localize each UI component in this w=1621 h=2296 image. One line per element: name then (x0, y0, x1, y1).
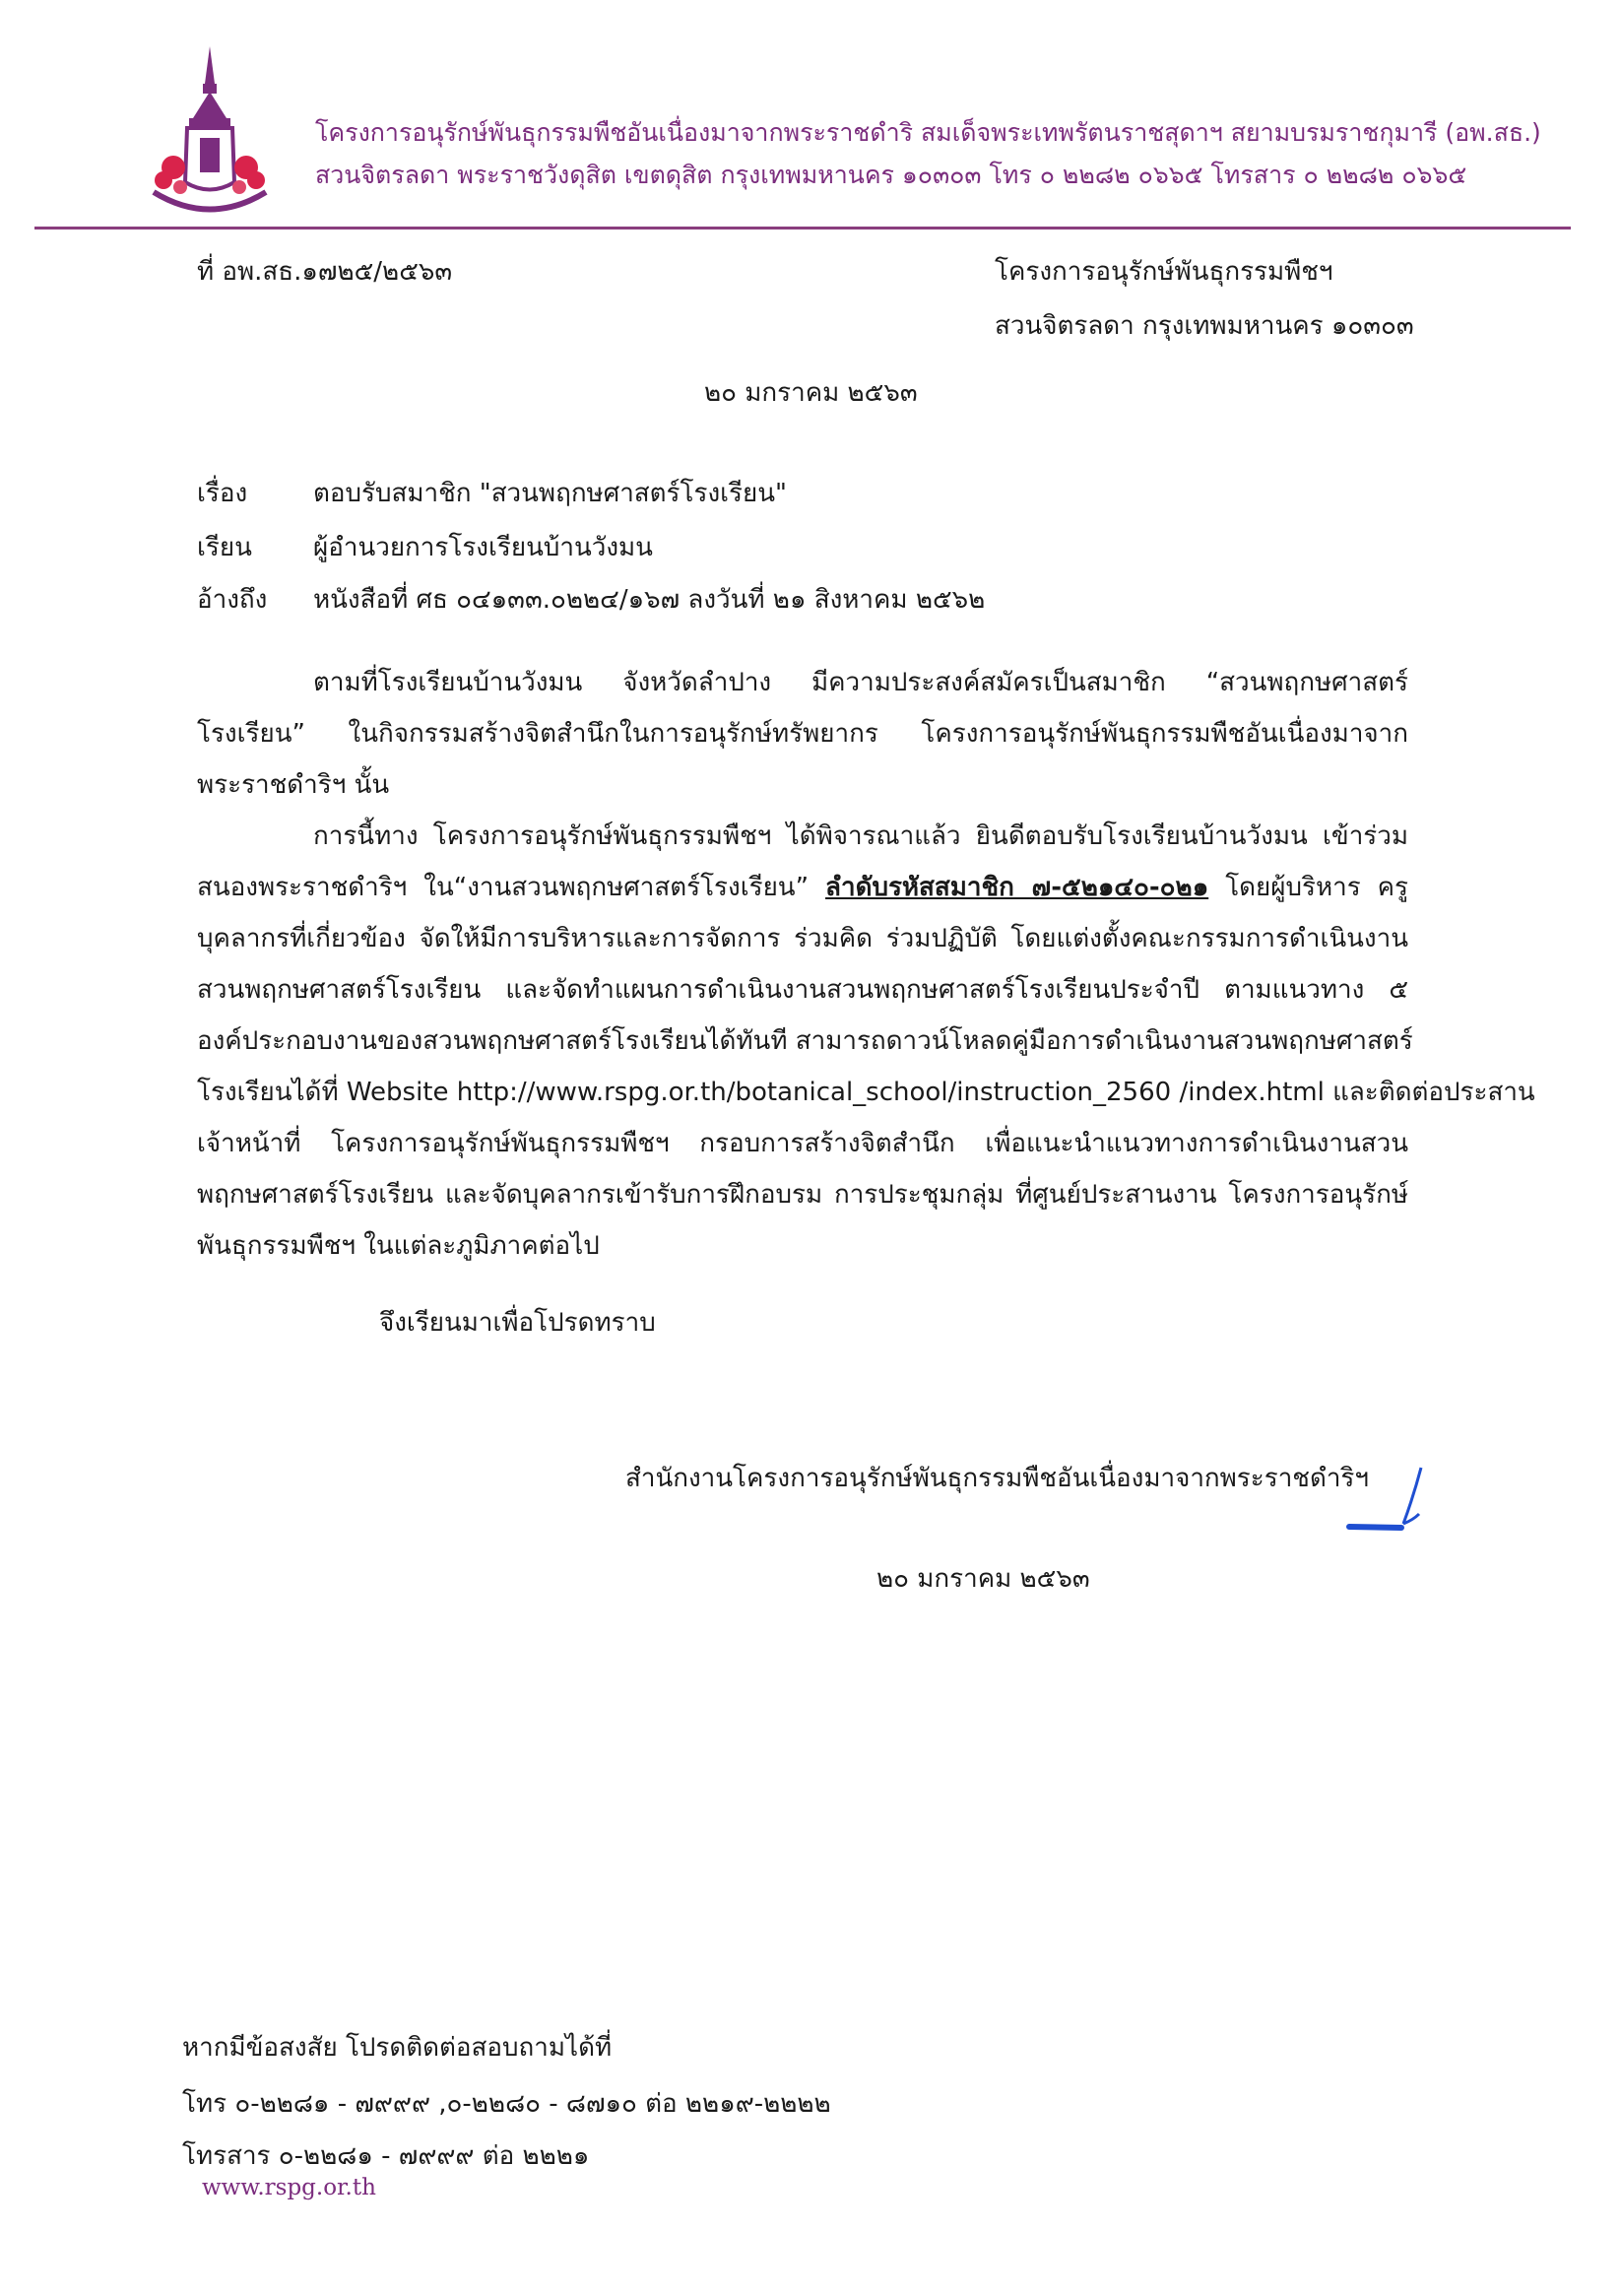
paragraph-2-line: สวนพฤกษศาสตร์โรงเรียน และจัดทำแผนการดำเนินงานสวนพฤกษศาสตร์โรงเรียนประจำปี ตามแนวทาง ๕ (197, 975, 1408, 1005)
closing-text: จึงเรียนมาเพื่อโปรดทราบ (379, 1308, 656, 1338)
signature-office: สำนักงานโครงการอนุรักษ์พันธุกรรมพืชอันเนื่องมาจากพระราชดำริฯ (625, 1464, 1369, 1493)
paragraph-2-text: โดยผู้บริหาร ครู (1225, 873, 1409, 902)
signature-mark-icon (1344, 1463, 1433, 1542)
paragraph-2-text: สนองพระราชดำริฯ ใน“งานสวนพฤกษศาสตร์โรงเรียน” (197, 873, 810, 902)
footer-website-link[interactable]: www.rspg.or.th (202, 2175, 376, 2200)
paragraph-2-line (197, 867, 1408, 907)
document-number: ที่ อพ.สธ.๑๗๒๕/๒๕๖๓ (197, 257, 453, 287)
paragraph-1-line: ตามที่โรงเรียนบ้านวังมน จังหวัดลำปาง มีความประสงค์สมัครเป็นสมาชิก “สวนพฤกษศาสตร์ (313, 668, 1408, 697)
subject-value: ตอบรับสมาชิก "สวนพฤกษศาสตร์โรงเรียน" (313, 479, 787, 508)
reference-label: อ้างถึง (197, 585, 268, 615)
signature-date: ๒๐ มกราคม ๒๕๖๓ (876, 1564, 1090, 1594)
sender-line-2: สวนจิตรลดา กรุงเทพมหานคร ๑๐๓๐๓ (995, 311, 1414, 341)
footer-inquiry: หากมีข้อสงสัย โปรดติดต่อสอบถามได้ที่ (182, 2033, 613, 2063)
recipient-label: เรียน (197, 533, 252, 562)
sender-line-1: โครงการอนุรักษ์พันธุกรรมพืชฯ (995, 257, 1333, 287)
recipient-value: ผู้อำนวยการโรงเรียนบ้านวังมน (313, 533, 653, 562)
paragraph-1-line: พระราชดำริฯ นั้น (197, 770, 390, 800)
footer-phone: โทร ๐-๒๒๘๑ - ๗๙๙๙ ,๐-๒๒๘๐ - ๘๗๑๐ ต่อ ๒๒๑๙-๒๒๒๒ (182, 2089, 831, 2119)
rspg-emblem-icon (146, 44, 274, 222)
subject-label: เรื่อง (197, 479, 248, 508)
letterhead-org-line: โครงการอนุรักษ์พันธุกรรมพืชอันเนื่องมาจากพระราชดำริ สมเด็จพระเทพรัตนราชสุดาฯ สยามบรมราชกุมารี (อพ.สธ.) (315, 118, 1541, 147)
reference-value: หนังสือที่ ศธ ๐๔๑๓๓.๐๒๒๔/๑๖๗ ลงวันที่ ๒๑ สิงหาคม ๒๕๖๒ (313, 585, 986, 615)
paragraph-2-line: องค์ประกอบงานของสวนพฤกษศาสตร์โรงเรียนได้ทันที สามารถดาวน์โหลดคู่มือการดำเนินงานสวนพฤกษศาสตร์ (197, 1026, 1413, 1056)
paragraph-2-line: พันธุกรรมพืชฯ ในแต่ละภูมิภาคต่อไป (197, 1231, 600, 1261)
paragraph-2-line: การนี้ทาง โครงการอนุรักษ์พันธุกรรมพืชฯ ได้พิจารณาแล้ว ยินดีตอบรับโรงเรียนบ้านวังมน เข้าร่วม (313, 821, 1408, 851)
paragraph-2-website-line: โรงเรียนได้ที่ Website http://www.rspg.or.th/botanical_school/instruction_2560 /index.html และติดต่อประสาน (197, 1078, 1535, 1107)
letterhead-divider (34, 227, 1571, 230)
footer-fax: โทรสาร ๐-๒๒๘๑ - ๗๙๙๙ ต่อ ๒๒๒๑ (182, 2141, 590, 2171)
paragraph-2-line: บุคลากรที่เกี่ยวข้อง จัดให้มีการบริหารและการจัดการ ร่วมคิด ร่วมปฏิบัติ โดยแต่งตั้งคณะกรรมการดำเนินงาน (197, 924, 1408, 953)
letter-date: ๒๐ มกราคม ๒๕๖๓ (704, 378, 918, 408)
paragraph-1-line: โรงเรียน” ในกิจกรรมสร้างจิตสำนึกในการอนุรักษ์ทรัพยากร โครงการอนุรักษ์พันธุกรรมพืชอันเนื่องมาจาก (197, 719, 1408, 749)
member-code: ลำดับรหัสสมาชิก ๗-๕๒๑๔๐-๐๒๑ (825, 873, 1209, 902)
letterhead-address-line: สวนจิตรลดา พระราชวังดุสิต เขตดุสิต กรุงเทพมหานคร ๑๐๓๐๓ โทร ๐ ๒๒๘๒ ๐๖๖๕ โทรสาร ๐ ๒๒๘๒ ๐๖๖๕ (315, 161, 1467, 189)
paragraph-2-line: พฤกษศาสตร์โรงเรียน และจัดบุคลากรเข้ารับการฝึกอบรม การประชุมกลุ่ม ที่ศูนย์ประสานงาน โครงการอนุรักษ์ (197, 1180, 1408, 1210)
paragraph-2-line: เจ้าหน้าที่ โครงการอนุรักษ์พันธุกรรมพืชฯ กรอบการสร้างจิตสำนึก เพื่อแนะนำแนวทางการดำเนินงานสวน (197, 1129, 1408, 1158)
